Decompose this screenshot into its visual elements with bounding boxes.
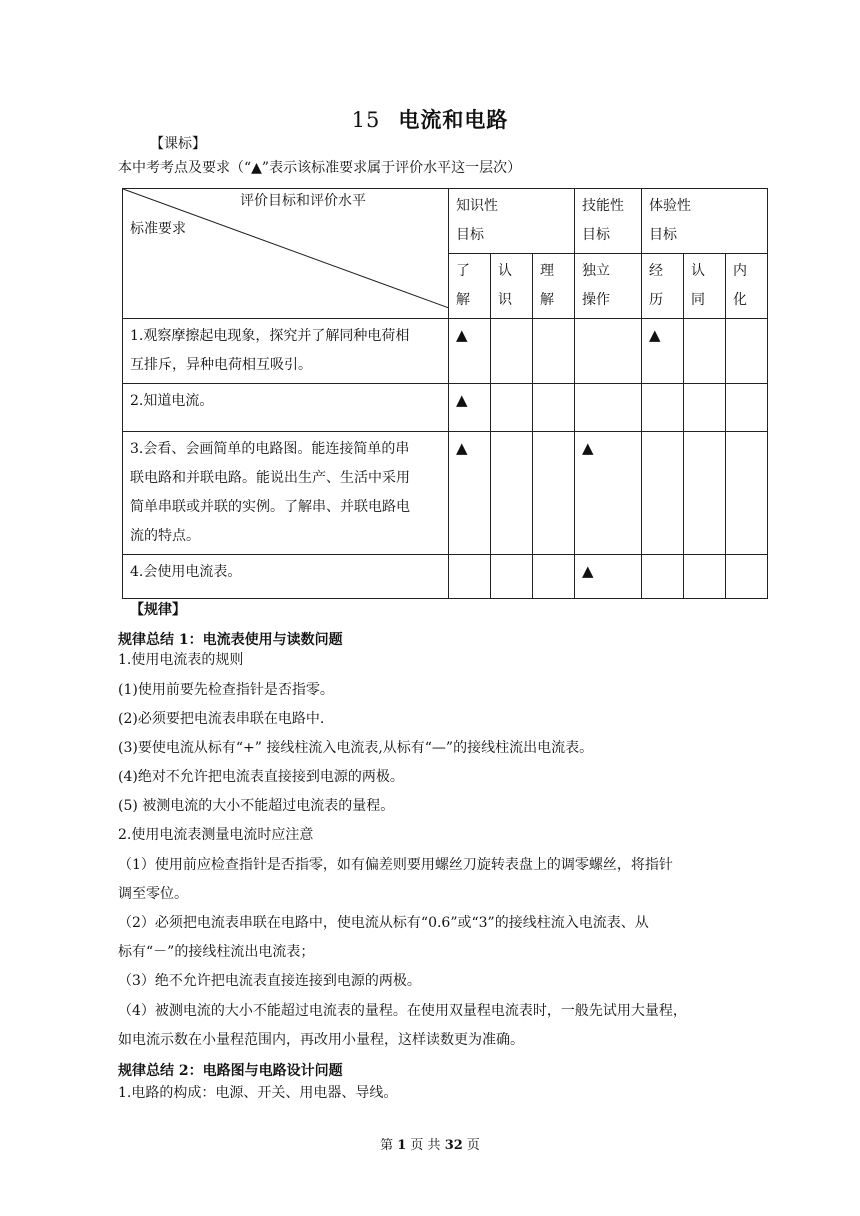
level-mark-cell (449, 319, 491, 384)
level-mark-cell (642, 384, 684, 432)
group-experience (642, 189, 768, 254)
level-cell (533, 254, 575, 319)
standard-text-line: 联电路和并联电路。能说出生产、生活中采用 (130, 470, 410, 486)
kebiao-heading: 【课标】 (150, 136, 206, 152)
level-mark-cell (726, 432, 768, 555)
level-mark-cell (642, 319, 684, 384)
level-mark-cell (533, 432, 575, 555)
level-mark-cell (642, 555, 684, 599)
level-mark-cell (491, 319, 533, 384)
level-mark-cell (575, 432, 642, 555)
level-cell (575, 254, 642, 319)
standard-text-line: 流的特点。 (130, 528, 200, 544)
title-text: 电流和电路 (398, 107, 509, 132)
standard-text-line: 简单串联或并联的实例。了解串、并联电路电 (130, 499, 410, 515)
group-label: 目标 (649, 227, 677, 243)
level-mark-cell (726, 384, 768, 432)
level-mark-cell (449, 432, 491, 555)
level-mark-cell (533, 384, 575, 432)
level-mark-cell (642, 432, 684, 555)
note-line: 调至零位。 (118, 886, 188, 902)
level-label: 了 (456, 263, 470, 279)
standard-text-cell (123, 432, 449, 555)
table-row (123, 555, 768, 599)
level-cell (726, 254, 768, 319)
table-row (123, 384, 768, 432)
page-title (0, 104, 860, 134)
level-mark-cell (684, 555, 726, 599)
notes-title: 2.使用电流表测量电流时应注意 (118, 827, 314, 843)
standard-text-line: 互排斥，异种电荷相互吸引。 (130, 357, 312, 373)
rule-item: (3)要使电流从标有“+” 接线柱流入电流表,从标有“—”的接线柱流出电流表。 (118, 740, 594, 756)
level-mark-cell (684, 432, 726, 555)
level-mark-cell (491, 432, 533, 555)
group-knowledge (449, 189, 575, 254)
footer-text: 第 (380, 1138, 394, 1153)
level-mark-cell (491, 555, 533, 599)
header-eval-label: 评价目标和评价水平 (240, 193, 366, 209)
guilv-heading: 【规律】 (130, 602, 186, 618)
level-cell (491, 254, 533, 319)
level-cell (642, 254, 684, 319)
rule-item: (4)绝对不允许把电流表直接接到电源的两极。 (118, 769, 404, 785)
title-number: 15 (351, 108, 381, 132)
level-mark-cell (684, 384, 726, 432)
note-line: （1）使用前应检查指针是否指零，如有偏差则要用螺丝刀旋转表盘上的调零螺丝，将指针 (118, 857, 673, 873)
level-mark-cell (533, 555, 575, 599)
diagonal-header-cell (123, 189, 449, 319)
level-cell (449, 254, 491, 319)
triangle-mark-icon: ▲ (456, 326, 468, 344)
rule-item: (2)必须要把电流表串联在电路中. (118, 711, 325, 727)
level-mark-cell (575, 384, 642, 432)
level-label: 独立 (582, 263, 610, 279)
note-line: 如电流示数在小量程范围内，再改用小量程，这样读数更为准确。 (118, 1032, 524, 1048)
level-label: 识 (498, 292, 512, 308)
header-standard-label: 标准要求 (130, 221, 186, 237)
note-line: （3）绝不允许把电流表直接连接到电源的两极。 (118, 973, 421, 989)
intro-text: 本中考考点及要求（“▲”表示该标准要求属于评价水平这一层次） (118, 160, 522, 176)
level-mark-cell (575, 555, 642, 599)
rule-item: (1)使用前要先检查指针是否指零。 (118, 682, 334, 698)
level-mark-cell (726, 555, 768, 599)
level-mark-cell (575, 319, 642, 384)
standard-text-line: 3.会看、会画简单的电路图。能连接简单的串 (130, 441, 410, 457)
level-label: 认 (498, 263, 512, 279)
standards-table (122, 188, 768, 599)
level-mark-cell (449, 555, 491, 599)
group-label: 技能性 (582, 198, 624, 214)
standard-text-line: 4.会使用电流表。 (130, 564, 242, 580)
triangle-mark-icon: ▲ (456, 439, 468, 457)
level-label: 解 (540, 292, 554, 308)
standard-text-cell (123, 319, 449, 384)
level-label: 操作 (582, 292, 610, 308)
triangle-mark-icon: ▲ (649, 326, 661, 344)
level-label: 同 (691, 292, 705, 308)
level-label: 解 (456, 292, 470, 308)
level-mark-cell (533, 319, 575, 384)
rules-title: 1.使用电流表的规则 (118, 652, 244, 668)
level-mark-cell (726, 319, 768, 384)
note-line: （2）必须把电流表串联在电路中，使电流从标有“0.6”或“3”的接线柱流入电流表、从 (118, 915, 649, 931)
group-label: 体验性 (649, 198, 691, 214)
triangle-mark-icon: ▲ (582, 562, 594, 580)
level-cell (684, 254, 726, 319)
summary-2-heading: 规律总结 2：电路图与电路设计问题 (118, 1063, 343, 1079)
group-skill (575, 189, 642, 254)
total-page-count: 32 (444, 1138, 463, 1153)
standard-text-cell (123, 384, 449, 432)
level-label: 理 (540, 263, 554, 279)
group-label: 知识性 (456, 198, 498, 214)
level-mark-cell (491, 384, 533, 432)
table-row (123, 432, 768, 555)
level-mark-cell (684, 319, 726, 384)
group-label: 目标 (582, 227, 610, 243)
level-label: 认 (691, 263, 705, 279)
standards-rows (123, 319, 768, 599)
triangle-mark-icon: ▲ (456, 391, 468, 409)
standard-text-line: 2.知道电流。 (130, 393, 214, 409)
standard-text-line: 1.观察摩擦起电现象，探究并了解同种电荷相 (130, 328, 410, 344)
rule-item: (5) 被测电流的大小不能超过电流表的量程。 (118, 798, 395, 814)
level-label: 内 (733, 263, 747, 279)
level-label: 化 (733, 292, 747, 308)
page-footer (0, 1134, 860, 1153)
level-label: 经 (649, 263, 663, 279)
standard-text-cell (123, 555, 449, 599)
footer-text: 页 (466, 1138, 480, 1153)
circuit-components-line: 1.电路的构成：电源、开关、用电器、导线。 (118, 1085, 398, 1101)
level-mark-cell (449, 384, 491, 432)
table-row (123, 319, 768, 384)
group-label: 目标 (456, 227, 484, 243)
footer-text: 页 共 (410, 1138, 441, 1153)
note-line: （4）被测电流的大小不能超过电流表的量程。在使用双量程电流表时，一般先试用大量程， (118, 1003, 687, 1019)
level-label: 历 (649, 292, 663, 308)
summary-1-heading: 规律总结 1：电流表使用与读数问题 (118, 632, 343, 648)
triangle-mark-icon: ▲ (582, 439, 594, 457)
current-page-number: 1 (397, 1138, 407, 1153)
note-line: 标有“－”的接线柱流出电流表； (118, 944, 315, 960)
